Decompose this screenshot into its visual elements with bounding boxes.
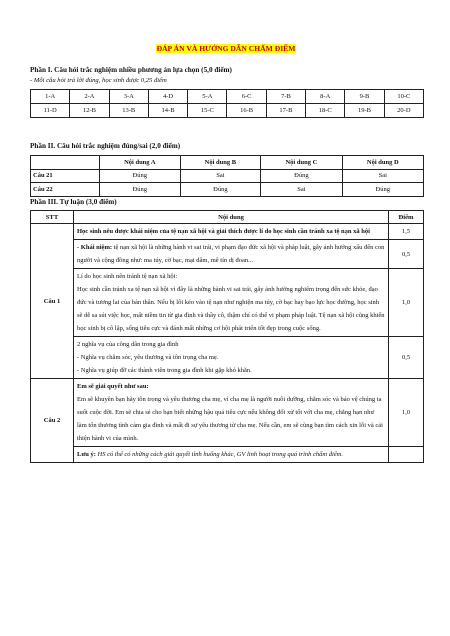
content-cell: [74, 240, 389, 269]
answer-cell: Đúng: [100, 169, 181, 183]
answer-cell: 18-C: [306, 104, 345, 118]
corner-cell: [31, 156, 100, 170]
part1-answer-table: [30, 89, 424, 118]
question-label: Câu 1: [31, 224, 74, 379]
answer-cell: 14-B: [148, 104, 187, 118]
answer-cell: Đúng: [180, 183, 261, 197]
column-header-content: Nội dung: [74, 211, 389, 224]
content-cell: 2 nghĩa vụ của công dân trong gia đình - Nghĩa vụ chăm sóc, yêu thương và tôn trọng cha mẹ. - Nghĩa vụ giúp đỡ các thành viên trong gia đình khi gặp khó khăn.: [74, 337, 389, 379]
answer-cell: Sai: [342, 169, 423, 183]
column-header: Nội dung D: [342, 156, 423, 170]
content-cell: [74, 379, 389, 447]
table-header-row: [31, 211, 424, 224]
column-header: Nội dung A: [100, 156, 181, 170]
document-title: ĐÁP ÁN VÀ HƯỚNG DẪN CHẤM ĐIỂM: [156, 44, 296, 53]
table-row: [31, 379, 424, 447]
answer-cell: Sai: [180, 169, 261, 183]
answer-cell: 2-A: [70, 90, 109, 104]
solution-heading: Em sẽ giải quyết như sau:: [77, 383, 149, 390]
answer-cell: 9-B: [345, 90, 384, 104]
answer-cell: 16-B: [227, 104, 266, 118]
answer-cell: 8-A: [306, 90, 345, 104]
score-cell: 0,5: [389, 240, 424, 269]
solution-text: Em sẽ khuyên bạn hãy tôn trọng và yêu thương cha mẹ, vì cha mẹ là người nuôi dưỡng, chăm sóc và bảo vệ chúng ta suốt cuộc đời. Em sẽ chia sẻ cho bạn biết những hậu quả tiêu cực nếu không đối xử tốt với cha mẹ, chẳng hạn như làm tổn thương tình cảm gia đình và mất đi sự yêu thương từ cha mẹ. Nếu cần, em sẽ cùng bạn tìm cách xin lỗi và cải thiện hành vi của mình.: [77, 396, 383, 442]
part1-note: - Mỗi câu hỏi trả lời đúng, học sinh được 0,25 điểm: [30, 77, 167, 84]
table-row: [31, 183, 424, 197]
question-label: Câu 2: [31, 379, 74, 463]
table-row: [31, 224, 424, 240]
answer-cell: 10-C: [384, 90, 423, 104]
answer-cell: 4-D: [148, 90, 187, 104]
table-row: [31, 169, 424, 183]
content-cell: Lí do học sinh nên tránh tệ nạn xã hội: Học sinh cần tránh xa tệ nạn xã hội vì đây là những hành vi sai trái, gây ảnh hưởng nghiêm trọng đến sức khỏe, đạo đức và tương lai của bản thân. Nếu bị lôi kéo vào tệ nạn như nghiện ma túy, cờ bạc hay bạo lực học đường, học sinh sẽ dễ sa sút việc học, mất niềm tin từ gia đình và thầy cô, thậm chí có thể vi phạm pháp luật. Tệ nạn xã hội cũng khiến học sinh bị cô lập, sống tiêu cực và đánh mất những cơ hội phát triển tốt đẹp trong cuộc sống.: [74, 269, 389, 337]
part3-essay-table: [30, 210, 424, 463]
row-label: Câu 22: [31, 183, 100, 197]
part1-heading: Phần I. Câu hỏi trắc nghiệm nhiều phương án lựa chọn (5,0 điểm): [30, 66, 232, 74]
answer-cell: Đúng: [100, 183, 181, 197]
answer-cell: 20-D: [384, 104, 423, 118]
table-row: [31, 104, 424, 118]
column-header: Nội dung C: [261, 156, 342, 170]
content-cell: Học sinh nêu được khái niệm của tệ nạn xã hội và giải thích được lí do học sinh cần tránh xa tệ nạn xã hội: [74, 224, 389, 240]
answer-cell: 1-A: [31, 90, 70, 104]
content-cell: [74, 447, 389, 463]
score-cell: 1,0: [389, 269, 424, 337]
table-row: [31, 447, 424, 463]
note-label: Lưu ý:: [77, 451, 96, 458]
table-row: [31, 240, 424, 269]
score-cell: [389, 447, 424, 463]
table-row: [31, 90, 424, 104]
answer-cell: 5-A: [188, 90, 227, 104]
answer-cell: 11-D: [31, 104, 70, 118]
answer-cell: 12-B: [70, 104, 109, 118]
answer-cell: 17-B: [266, 104, 305, 118]
answer-cell: 6-C: [227, 90, 266, 104]
table-row: [31, 337, 424, 379]
answer-cell: 19-B: [345, 104, 384, 118]
answer-cell: 13-B: [109, 104, 148, 118]
column-header: Nội dung B: [180, 156, 261, 170]
answer-cell: 15-C: [188, 104, 227, 118]
answer-cell: 7-B: [266, 90, 305, 104]
answer-cell: Đúng: [261, 169, 342, 183]
definition-text: tệ nạn xã hội là những hành vi sai trái, vi phạm đạo đức xã hội và pháp luật, gây ảnh hưởng xấu đến con người và cộng đồng như: ma túy, cờ bạc, mại dâm, mê tín dị đoan...: [77, 244, 385, 264]
answer-cell: Sai: [261, 183, 342, 197]
part3-heading: Phần III. Tự luận (3,0 điểm): [30, 198, 117, 206]
score-cell: 1,0: [389, 379, 424, 447]
score-cell: 0,5: [389, 337, 424, 379]
column-header-score: Điểm: [389, 211, 424, 224]
answer-cell: 3-A: [109, 90, 148, 104]
definition-label: - Khái niệm:: [77, 244, 113, 251]
row-label: Câu 21: [31, 169, 100, 183]
answer-cell: Đúng: [342, 183, 423, 197]
table-row: [31, 269, 424, 337]
part2-true-false-table: [30, 155, 424, 197]
part2-heading: Phần II. Câu hỏi trắc nghiệm đúng/sai (2,0 điểm): [30, 142, 181, 150]
score-cell: 1,5: [389, 224, 424, 240]
table-header-row: [31, 156, 424, 170]
note-text: HS có thể có những cách giải quyết tình huống khác, GV linh hoạt trong quá trình chấm điểm.: [95, 451, 343, 458]
column-header-stt: STT: [31, 211, 74, 224]
